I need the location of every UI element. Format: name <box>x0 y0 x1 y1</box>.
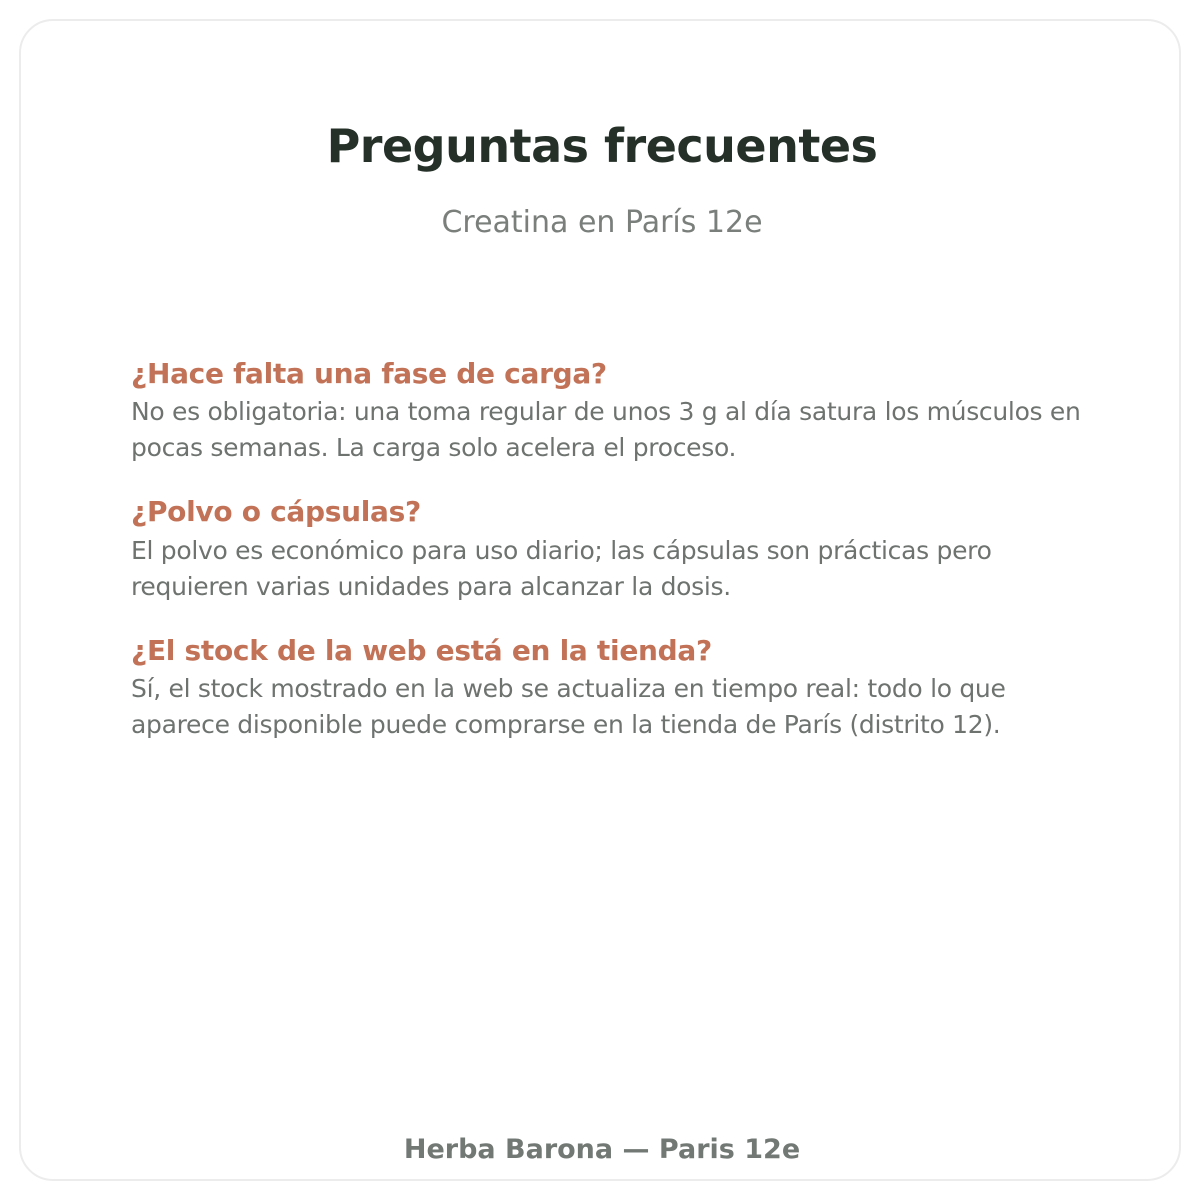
page-title: Preguntas frecuentes <box>326 119 878 173</box>
faq-question: ¿El stock de la web está en la tienda? <box>131 633 712 667</box>
faq-item <box>131 356 1111 466</box>
footer-brand: Herba Barona — Paris 12e <box>403 1134 801 1165</box>
faq-answer: No es obligatoria: una toma regular de unos 3 g al día satura los músculos en pocas semanas. La carga solo acelera el proceso. <box>131 397 1081 463</box>
page-subtitle: Creatina en París 12e <box>441 205 763 240</box>
faq-item <box>131 494 1111 604</box>
faq-card <box>19 19 1181 1181</box>
faq-answer: Sí, el stock mostrado en la web se actualiza en tiempo real: todo lo que aparece disponible puede comprarse en la tienda de París (distrito 12). <box>131 674 1006 740</box>
faq-question: ¿Hace falta una fase de carga? <box>131 357 607 390</box>
faq-list <box>131 356 1111 771</box>
faq-item <box>131 633 1111 743</box>
faq-question: ¿Polvo o cápsulas? <box>131 495 421 529</box>
faq-answer: El polvo es económico para uso diario; las cápsulas son prácticas pero requieren varias unidades para alcanzar la dosis. <box>131 535 992 601</box>
